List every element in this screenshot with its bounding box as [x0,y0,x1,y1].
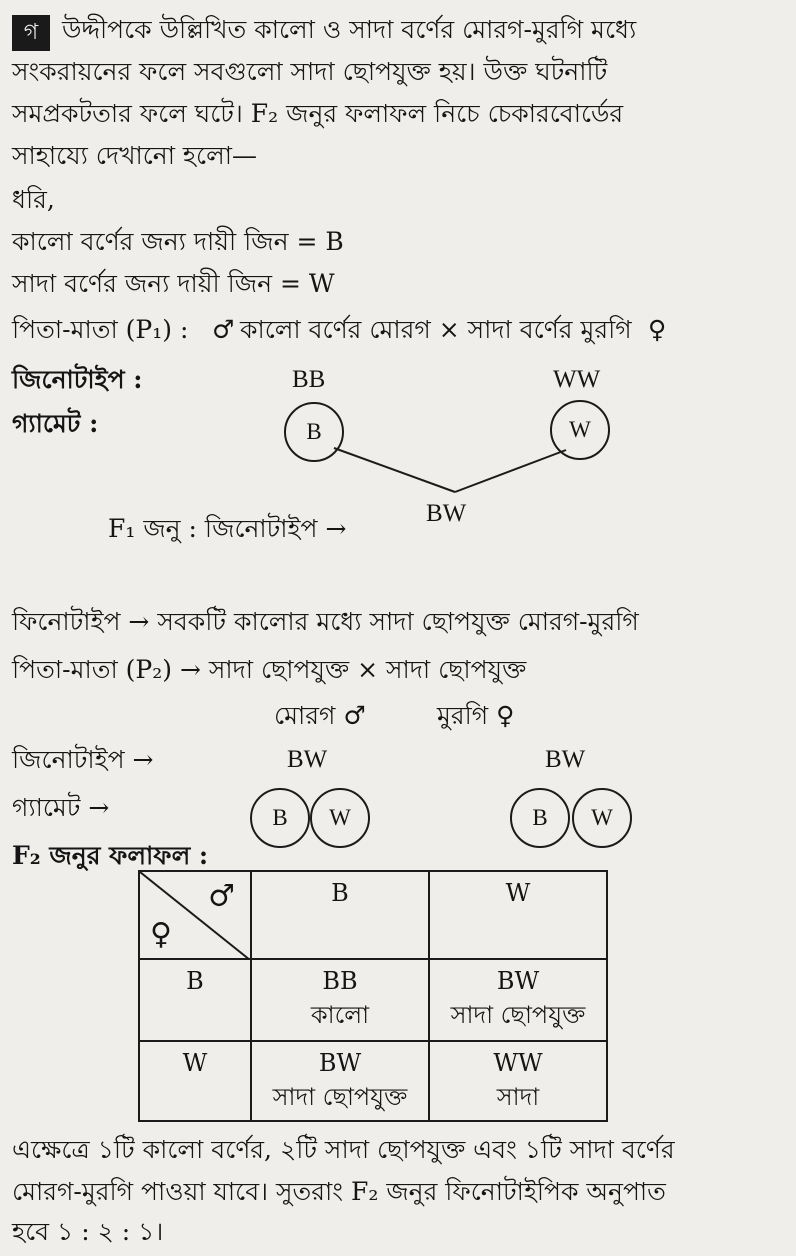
p2-gamete-right-b: B [510,788,570,848]
col-header-b: B [251,871,429,959]
p2-genotype-right: BW [545,746,586,773]
black-gene-line: কালো বর্ণের জন্য দায়ী জিন = B [12,227,344,256]
row-header-b: B [139,959,251,1041]
p2-genotype-left: BW [287,746,328,773]
gamete-label: গ্যামেট : [12,409,99,438]
gamete-circle-b: B [284,402,344,462]
punnett-square [138,870,608,1122]
p2-male: মোরগ ♂ [274,701,366,730]
cell-bw-1: BW সাদা ছোপযুক্ত [429,959,607,1041]
f2-label: F₂ জনুর ফলাফল : [12,841,209,870]
male-symbol: ♂ [212,315,235,344]
genotype-label: জিনোটাইপ : [12,365,143,394]
cell-bw-2: BW সাদা ছোপযুক্ত [251,1041,429,1121]
conclusion-line-2: মোরগ-মুরগি পাওয়া যাবে। সুতরাং F₂ জনুর ফিনোটাইপিক অনুপাত [12,1177,666,1206]
col-header-w: W [429,871,607,959]
parent-genotype-bb: BB [292,366,326,393]
assume-label: ধরি, [12,185,55,214]
corner-male-symbol: ♂ [208,879,235,914]
p2-genotype-label: জিনোটাইপ → [12,745,154,774]
section-badge: গ [12,15,50,51]
conclusion-line-3: হবে ১ : ২ : ১। [12,1217,164,1246]
p2-gamete-right-w: W [572,788,632,848]
f1-phenotype: ফিনোটাইপ → সবকটি কালোর মধ্যে সাদা ছোপযুক্ত মোরগ-মুরগি [12,607,639,636]
f1-label: F₁ জনু : জিনোটাইপ → [108,514,347,543]
female-symbol: ♀ [648,315,667,344]
paragraph-line-2: সংকরায়নের ফলে সবগুলো সাদা ছোপযুক্ত হয়। উক্ত ঘটনাটি [12,57,608,86]
p1-label: পিতা-মাতা (P₁) : [12,315,189,344]
paragraph-line-3: সমপ্রকটতার ফলে ঘটে। F₂ জনুর ফলাফল নিচে চেকারবোর্ডের [12,99,624,128]
gamete-circle-w: W [550,400,610,460]
cell-bb: BB কালো [251,959,429,1041]
corner-female-symbol: ♀ [150,917,172,952]
p2-female: মুরগি ♀ [437,701,515,730]
white-gene-line: সাদা বর্ণের জন্য দায়ী জিন = W [12,269,335,298]
p2-gamete-label: গ্যামেট → [12,793,110,822]
punnett-corner-cell [139,871,251,959]
cell-ww: WW সাদা [429,1041,607,1121]
conclusion-line-1: এক্ষেত্রে ১টি কালো বর্ণের, ২টি সাদা ছোপযুক্ত এবং ১টি সাদা বর্ণের [12,1135,675,1164]
row-header-w: W [139,1041,251,1121]
paragraph-line-1: উদ্দীপকে উল্লিখিত কালো ও সাদা বর্ণের মোরগ-মুরগি মধ্যে [62,15,637,44]
parent-genotype-ww: WW [553,366,601,393]
p1-cross-text: কালো বর্ণের মোরগ × সাদা বর্ণের মুরগি [240,315,632,344]
p2-gamete-left-b: B [250,788,310,848]
p2-label: পিতা-মাতা (P₂) → সাদা ছোপযুক্ত × সাদা ছোপযুক্ত [12,655,527,684]
paragraph-line-4: সাহায্যে দেখানো হলো— [12,141,257,170]
p2-gamete-left-w: W [310,788,370,848]
f1-genotype: BW [426,500,467,527]
